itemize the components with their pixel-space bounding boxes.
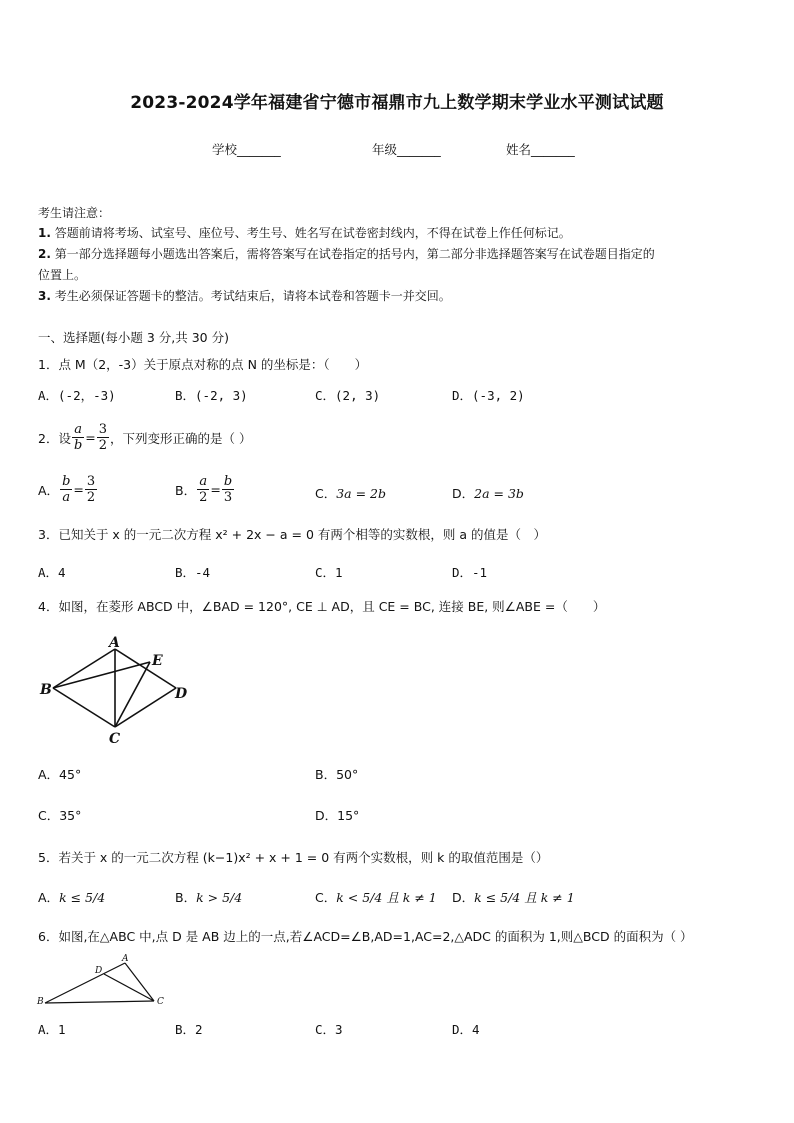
question-4: 4．如图，在菱形 ABCD 中，∠BAD = 120°, CE ⊥ AD，且 CE = BC, 连接 BE, 则∠ABE =（ ）	[38, 599, 606, 614]
notice-item: 2. 第一部分选择题每小题选出答案后，需将答案写在试卷指定的括号内，第二部分非选择题答案写在试卷题目指定的	[38, 247, 655, 261]
school-field: 学校_______	[212, 142, 281, 157]
edge-bc	[45, 1001, 154, 1003]
segment-be	[53, 662, 150, 688]
name-field: 姓名_______	[506, 142, 575, 157]
q1-option-b[interactable]: B．(-2, 3)	[175, 388, 248, 403]
q3-option-b[interactable]: B．-4	[175, 565, 211, 580]
edge-cb	[53, 688, 115, 727]
q3-option-c[interactable]: C．1	[315, 565, 343, 580]
question-3: 3．已知关于 x 的一元二次方程 x² + 2x − a = 0 有两个相等的实数根，则 a 的值是（ ）	[38, 527, 546, 542]
q1-option-a[interactable]: A．(-2，-3)	[38, 388, 116, 403]
q1-option-d[interactable]: D．(-3, 2)	[452, 388, 525, 403]
q2-option-d[interactable]: D．2a = 3b	[452, 486, 524, 501]
q5-option-a[interactable]: A．k ≤ 5/4	[38, 890, 106, 905]
label-a: A	[109, 635, 120, 651]
q2-option-a[interactable]: A． $\frac{b}{a}$ = $\frac{3}{2}$	[38, 474, 96, 505]
q6-option-c[interactable]: C．3	[315, 1022, 343, 1037]
notice-item: 1. 答题前请将考场、试室号、座位号、考生号、姓名写在试卷密封线内，不得在试卷上作任何标记。	[38, 226, 571, 240]
section-heading: 一、选择题(每小题 3 分,共 30 分)	[38, 330, 229, 345]
edge-dc	[115, 688, 176, 727]
edge-ba	[45, 963, 125, 1003]
q6-option-a[interactable]: A．1	[38, 1022, 66, 1037]
segment-ce	[115, 662, 150, 727]
question-6: 6．如图,在△ABC 中,点 D 是 AB 边上的一点,若∠ACD=∠B,AD=1,AC=2,△ADC 的面积为 1,则△BCD 的面积为（ ）	[38, 929, 693, 944]
q4-option-a[interactable]: A．45°	[38, 767, 82, 782]
q4-option-c[interactable]: C．35°	[38, 808, 82, 823]
q4-option-d[interactable]: D．15°	[315, 808, 360, 823]
label-d: D	[95, 966, 103, 976]
q4-option-b[interactable]: B．50°	[315, 767, 359, 782]
page-title: 2023-2024学年福建省宁德市福鼎市九上数学期末学业水平测试试题	[130, 93, 664, 113]
label-c: C	[109, 731, 121, 747]
q2-option-c[interactable]: C．3a = 2b	[315, 486, 387, 501]
rhombus-figure	[36, 632, 196, 747]
label-b: B	[37, 997, 44, 1007]
label-e: E	[152, 653, 163, 669]
q2-option-b[interactable]: B． $\frac{a}{2}$ = $\frac{b}{3}$	[175, 474, 233, 505]
label-b: B	[40, 682, 52, 698]
q5-option-c[interactable]: C．k < 5/4 且 k ≠ 1	[315, 890, 437, 905]
edge-ba	[53, 649, 115, 688]
q5-option-d[interactable]: D．k ≤ 5/4 且 k ≠ 1	[452, 890, 575, 905]
q3-option-d[interactable]: D．-1	[452, 565, 488, 580]
question-5: 5．若关于 x 的一元二次方程 (k−1)x² + x + 1 = 0 有两个实数根，则 k 的取值范围是（）	[38, 850, 549, 865]
q6-option-b[interactable]: B．2	[175, 1022, 203, 1037]
edge-ac	[125, 963, 154, 1001]
label-d: D	[175, 686, 188, 702]
notice-item: 3. 考生必须保证答题卡的整洁。考试结束后，请将本试卷和答题卡一并交回。	[38, 289, 451, 303]
q1-option-c[interactable]: C．(2, 3)	[315, 388, 381, 403]
label-c: C	[157, 997, 164, 1007]
grade-field: 年级_______	[372, 142, 441, 157]
notice-heading: 考生请注意：	[38, 206, 111, 220]
q5-option-b[interactable]: B．k > 5/4	[175, 890, 243, 905]
q6-option-d[interactable]: D．4	[452, 1022, 480, 1037]
question-2: 2．设 $\frac{a}{b}$ = $\frac{3}{2}$ ，下列变形正确的是（ ）	[38, 422, 252, 453]
notice-item: 位置上。	[38, 268, 87, 282]
label-a: A	[122, 954, 129, 964]
segment-dc	[104, 974, 154, 1001]
q3-option-a[interactable]: A．4	[38, 565, 66, 580]
triangle-figure	[36, 953, 171, 1008]
question-1: 1．点 M（2，-3）关于原点对称的点 N 的坐标是：（ ）	[38, 357, 368, 372]
